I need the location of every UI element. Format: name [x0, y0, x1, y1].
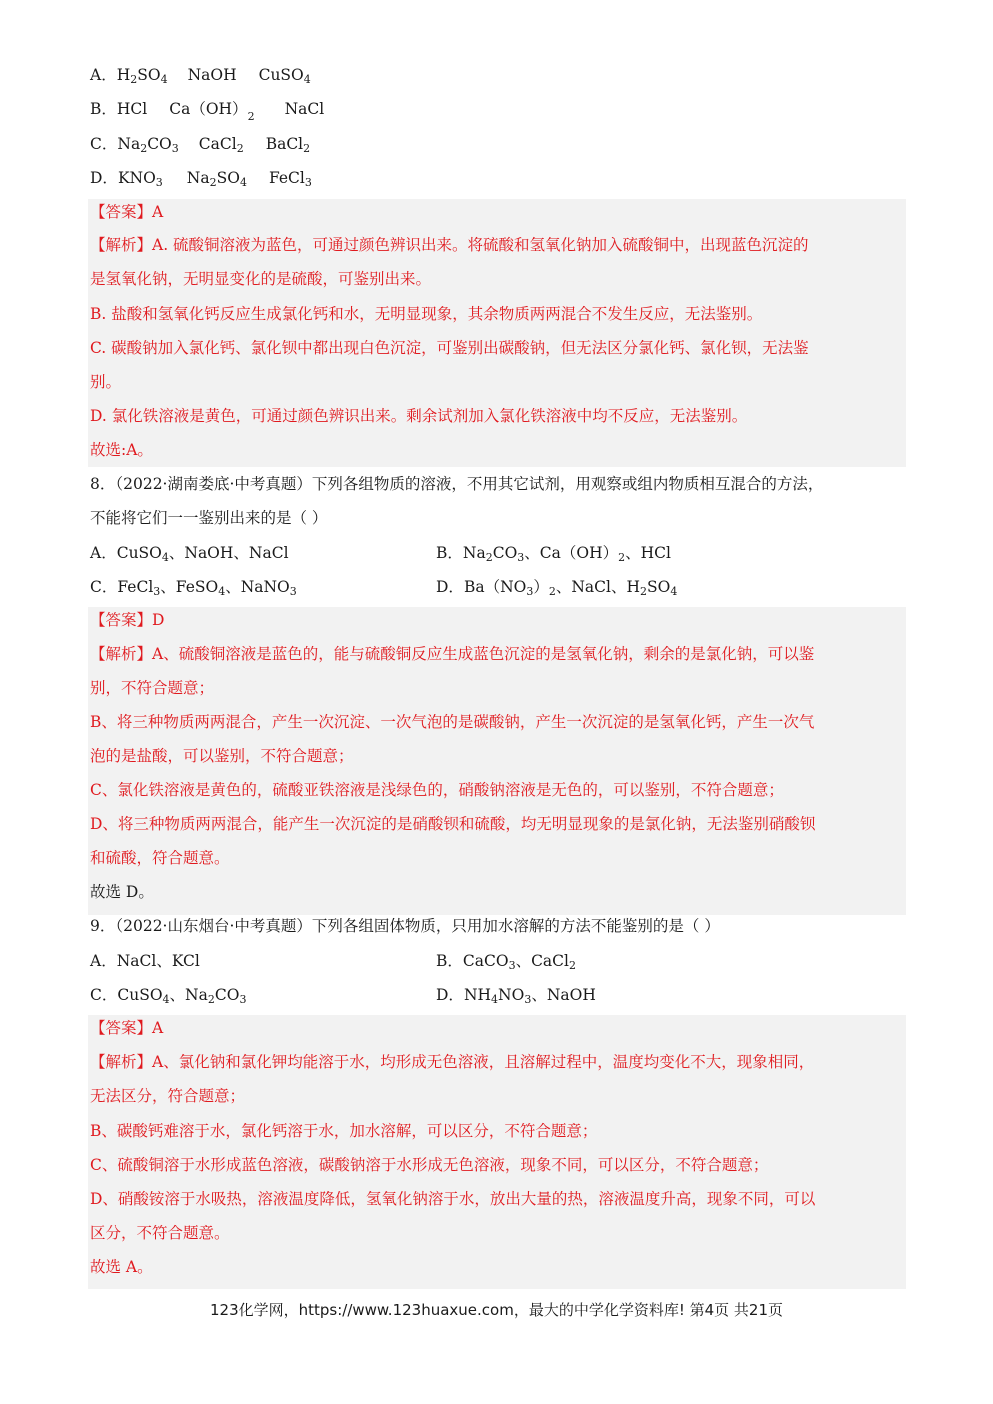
formula-text: 、CaCl — [515, 952, 569, 970]
q8-option-b — [436, 543, 671, 563]
option-label: D． — [436, 986, 464, 1004]
q7-explanation-line: 别。 — [90, 373, 122, 391]
formula-sub: 2 — [130, 73, 138, 86]
q9-explanation-line: C、硫酸铜溶于水形成蓝色溶液，碳酸钠溶于水形成无色溶液，现象不同，可以区分，不符合题意； — [90, 1156, 769, 1174]
option-label: C． — [90, 578, 118, 596]
q9-explanation-line: 故选 A。 — [90, 1258, 153, 1276]
option-label: C． — [90, 135, 118, 153]
formula-sub: 4 — [160, 73, 168, 86]
q9-explanation-line: 【解析】A、氯化钠和氯化钾均能溶于水，均形成无色溶液，且溶解过程中，温度均变化不大，现象相同， — [90, 1053, 815, 1071]
q7-option-d — [90, 168, 312, 188]
formula-text: H — [116, 66, 131, 84]
formula-sub: 2 — [568, 959, 576, 972]
q8-option-a — [90, 544, 289, 562]
formula-sub: 3 — [526, 585, 534, 598]
q7-explanation-line: B. 盐酸和氢氧化钙反应生成氯化钙和水，无明显现象，其余物质两两混合不发生反应，无法鉴别。 — [90, 305, 763, 323]
q7-explanation-line: D. 氯化铁溶液是黄色，可通过颜色辨识出来。剩余试剂加入氯化铁溶液中均不反应，无法鉴别。 — [90, 407, 748, 425]
q8-explanation-line: D、将三种物质两两混合，能产生一次沉淀的是硝酸钡和硫酸，均无明显现象的是氯化钠，无法鉴别硝酸钡 — [90, 815, 816, 833]
formula-text: CaCl — [198, 135, 237, 153]
q8-options-row1 — [90, 543, 890, 563]
formula-sub: 2 — [209, 176, 217, 189]
formula-text: BaCl — [265, 135, 304, 153]
formula-sub: 4 — [161, 551, 169, 564]
formula-sub: 3 — [171, 142, 179, 155]
formula-sub: 3 — [304, 176, 312, 189]
formula-text: KNO — [117, 169, 156, 187]
q9-options-row2 — [90, 985, 890, 1005]
formula-text: Ba（NO — [463, 578, 527, 596]
q8-explanation-line: 别，不符合题意； — [90, 679, 215, 697]
formula-text: Na — [186, 169, 210, 187]
formula-sub: 3 — [517, 551, 525, 564]
formula-sub: 2 — [618, 551, 626, 564]
q9-explanation-line: 无法区分，符合题意； — [90, 1087, 246, 1105]
option-label: B． — [436, 544, 463, 562]
q9-explanation-line: 区分，不符合题意。 — [90, 1224, 230, 1242]
q8-explanation-line: 【解析】A、硫酸铜溶液是蓝色的，能与硫酸铜反应生成蓝色沉淀的是氢氧化钠，剩余的是氯化钠，可以鉴 — [90, 645, 815, 663]
formula-sub: 4 — [162, 993, 170, 1006]
q8-conclusion: 故选 D。 — [90, 883, 154, 901]
formula-text: 、HCl — [625, 544, 671, 562]
q9-options-row1 — [90, 951, 890, 971]
q7-option-c — [90, 134, 310, 154]
option-label: C． — [90, 986, 118, 1004]
formula-sub: 3 — [289, 585, 297, 598]
formula-text: 、NaOH — [531, 986, 596, 1004]
q8-explanation-line: 泡的是盐酸，可以鉴别，不符合题意； — [90, 747, 354, 765]
formula-text: NaCl — [284, 100, 325, 118]
formula-sub: 3 — [155, 176, 163, 189]
q8-stem: 8．（2022·湖南娄底·中考真题）下列各组物质的溶液，不用其它试剂，用观察或组内物质相互混合的方法， — [90, 475, 824, 493]
formula-text: ） — [533, 578, 549, 596]
page-footer: 123化学网，https://www.123huaxue.com，最大的中学化学资料库! 第4页 共21页 — [209, 1301, 784, 1319]
formula-text: 、NaNO — [225, 578, 290, 596]
formula-sub: 2 — [236, 142, 244, 155]
formula-text: NH — [463, 986, 492, 1004]
q8-answer: 【答案】D — [90, 611, 165, 629]
formula-sub: 3 — [508, 959, 516, 972]
formula-text: 、NaOH、NaCl — [168, 544, 289, 562]
formula-sub: 4 — [491, 993, 499, 1006]
q8-option-c — [90, 578, 297, 596]
formula-text: 、FeSO — [160, 578, 219, 596]
q8-explanation-line: 和硫酸，符合题意。 — [90, 849, 230, 867]
option-label: D． — [90, 169, 118, 187]
formula-text: CuSO — [258, 66, 304, 84]
formula-sub: 4 — [303, 73, 311, 86]
option-label: B． — [90, 100, 117, 118]
formula-text: FeCl — [268, 169, 305, 187]
formula-sub: 4 — [218, 585, 226, 598]
option-label: B． — [436, 952, 463, 970]
q8-explanation-line: B、将三种物质两两混合，产生一次沉淀、一次气泡的是碳酸钠，产生一次沉淀的是氢氧化钙，产生一次气 — [90, 713, 815, 731]
formula-text: HCl — [116, 100, 148, 118]
q9-explanation-line: D、硝酸铵溶于水吸热，溶液温度降低，氢氧化钠溶于水，放出大量的热，溶液温度升高，现象不同，可以 — [90, 1190, 816, 1208]
formula-text: 、Ca（OH） — [524, 544, 619, 562]
option-label: A． — [90, 544, 117, 562]
formula-text: 、NaCl、H — [555, 578, 640, 596]
q7-answer: 【答案】A — [90, 203, 164, 221]
formula-sub: 2 — [207, 993, 215, 1006]
q7-option-a — [90, 65, 311, 85]
formula-text: Ca（OH） — [169, 100, 248, 118]
q7-option-b — [90, 99, 325, 123]
option-label: D． — [436, 578, 464, 596]
formula-text: Na — [462, 544, 486, 562]
formula-text: CO — [147, 135, 172, 153]
formula-text: CuSO — [117, 986, 163, 1004]
formula-text: NaCl、KCl — [116, 952, 200, 970]
formula-sub: 4 — [239, 176, 247, 189]
formula-text: SO — [137, 66, 161, 84]
q8-explanation-line: C、氯化铁溶液是黄色的，硫酸亚铁溶液是浅绿色的，硝酸钠溶液是无色的，可以鉴别，不符合题意； — [90, 781, 784, 799]
formula-text: SO — [647, 578, 671, 596]
q9-answer: 【答案】A — [90, 1019, 164, 1037]
formula-sub: 2 — [640, 585, 647, 598]
formula-text: CO — [214, 986, 240, 1004]
q8-option-d — [436, 577, 677, 597]
formula-text: CO — [492, 544, 518, 562]
q9-explanation-line: B、碳酸钙难溶于水，氯化钙溶于水，加水溶解，可以区分，不符合题意； — [90, 1122, 598, 1140]
option-label: A． — [90, 952, 117, 970]
formula-sub: 4 — [670, 585, 678, 598]
formula-sub: 3 — [524, 993, 532, 1006]
q9-option-a — [90, 952, 200, 970]
q9-option-b — [436, 951, 576, 971]
q9-option-d — [436, 985, 596, 1005]
formula-text: Na — [117, 135, 141, 153]
formula-text: 、Na — [169, 986, 208, 1004]
formula-sub: 2 — [140, 142, 148, 155]
formula-text: NaOH — [187, 66, 237, 84]
formula-sub: 2 — [485, 551, 493, 564]
q7-explanation-line: 故选:A。 — [90, 441, 153, 459]
option-label: A． — [90, 66, 117, 84]
q8-options-row2 — [90, 577, 890, 597]
formula-text: CuSO — [116, 544, 162, 562]
formula-sub: 3 — [153, 585, 161, 598]
q7-explanation-line: 是氢氧化钠，无明显变化的是硫酸，可鉴别出来。 — [90, 270, 432, 288]
formula-sub: 2 — [247, 110, 255, 123]
q8-stem: 不能将它们一一鉴别出来的是（ ） — [90, 509, 328, 527]
q7-explanation-line: C. 碳酸钠加入氯化钙、氯化钡中都出现白色沉淀，可鉴别出碳酸钠，但无法区分氯化钙、氯化钡，无法鉴 — [90, 339, 809, 357]
formula-text: FeCl — [117, 578, 154, 596]
formula-text: SO — [216, 169, 240, 187]
formula-sub: 2 — [548, 585, 556, 598]
q9-stem: 9．（2022·山东烟台·中考真题）下列各组固体物质，只用加水溶解的方法不能鉴别的是（ ） — [90, 917, 720, 935]
q9-option-c — [90, 986, 246, 1004]
formula-sub: 2 — [303, 142, 311, 155]
formula-sub: 3 — [239, 993, 247, 1006]
formula-text: CaCO — [462, 952, 509, 970]
formula-text: NO — [498, 986, 525, 1004]
q7-explanation-line: 【解析】A. 硫酸铜溶液为蓝色，可通过颜色辨识出来。将硫酸和氢氧化钠加入硫酸铜中，出现蓝色沉淀的 — [90, 236, 809, 254]
